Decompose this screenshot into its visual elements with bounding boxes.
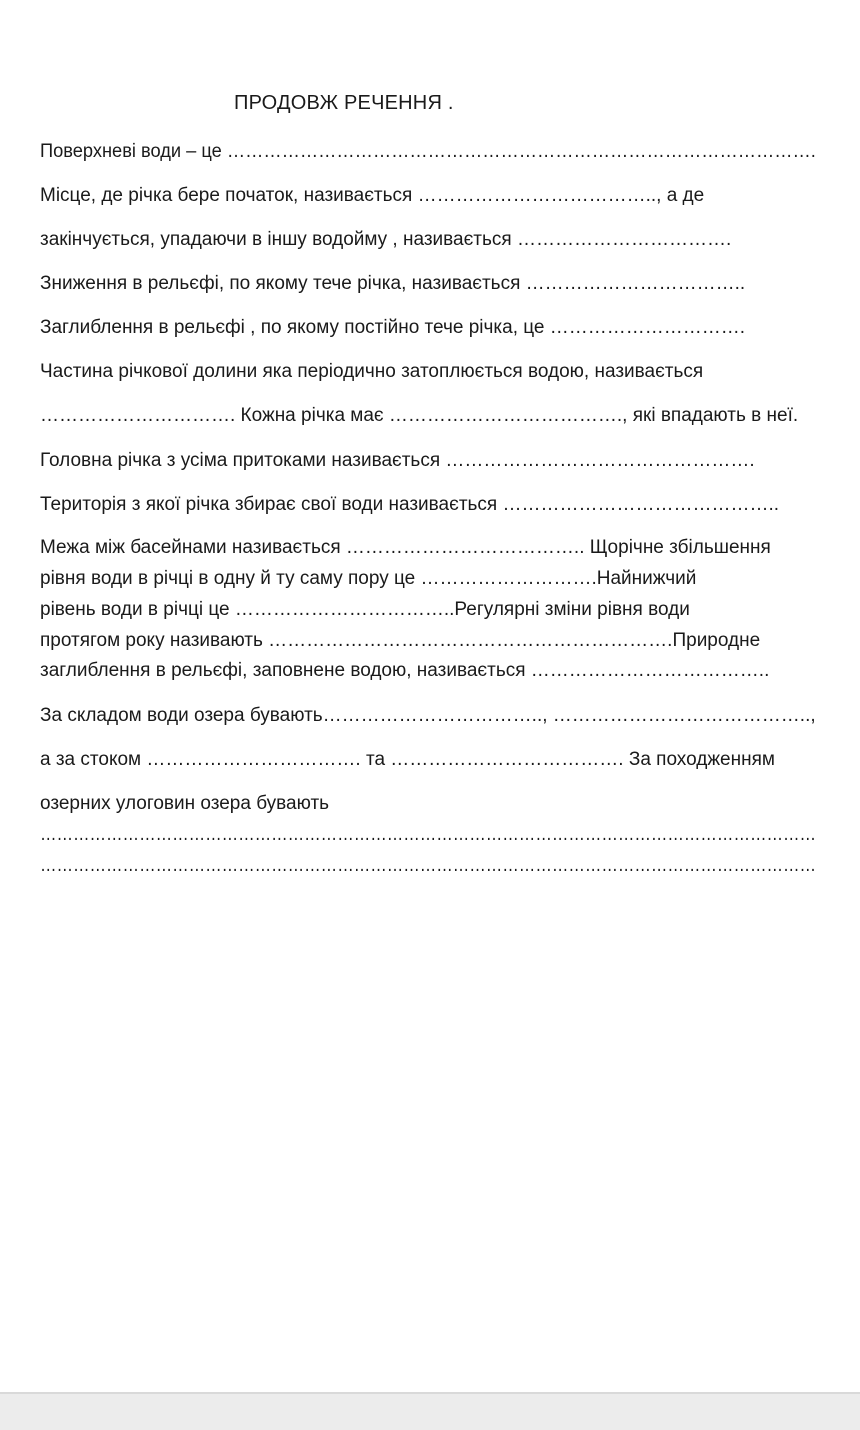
text-line: Поверхневі води – це ……………………………………………………………………………………. [40,141,816,162]
viewer-bottom-bar [0,1392,860,1430]
text-line: Заглиблення в рельєфі , по якому постійно тече річка, це …………………………. [40,317,746,338]
text-line: рівня води в річці в одну й ту саму пору це ……………………….Найнижчий [40,568,697,589]
text-line: За складом води озера бувають…………………………….., ………………………………….., [40,705,816,726]
text-line: Межа між басейнами називається ……………………………….. Щорічне збільшення [40,537,771,558]
text-line: …………………………. Кожна річка має ………………………………., які впадають в неї. [40,405,799,426]
page-title: ПРОДОВЖ РЕЧЕННЯ . [234,92,454,114]
text-line: протягом року називають ……………………………………………………….Природне [40,630,761,651]
text-line: Територія з якої річка збирає свої води називається …………………………………….. [40,494,780,515]
text-line: Головна річка з усіма притоками називається …………………………………………. [40,450,755,471]
text-line: заглиблення в рельєфі, заповнене водою, називається ……………………………….. [40,660,770,681]
text-line: Зниження в рельєфі, по якому тече річка, називається …………………………….. [40,273,746,294]
text-line: Місце, де річка бере початок, називається ……………………………….., а де [40,185,705,206]
text-line: …………………………………………………………………………………………………………………………… [40,824,816,845]
text-line: озерних улоговин озера бувають [40,793,330,814]
text-line: …………………………………………………………………………………………………………………………… [40,855,816,876]
text-line: рівень води в річці це ……………………………..Регулярні зміни рівня води [40,599,690,620]
text-line: а за стоком ……………………………. та ………………………………. За походженням [40,749,775,770]
text-line: Частина річкової долини яка періодично затоплюється водою, називається [40,361,704,382]
text-line: закінчується, упадаючи в іншу водойму , називається ……………………………. [40,229,732,250]
